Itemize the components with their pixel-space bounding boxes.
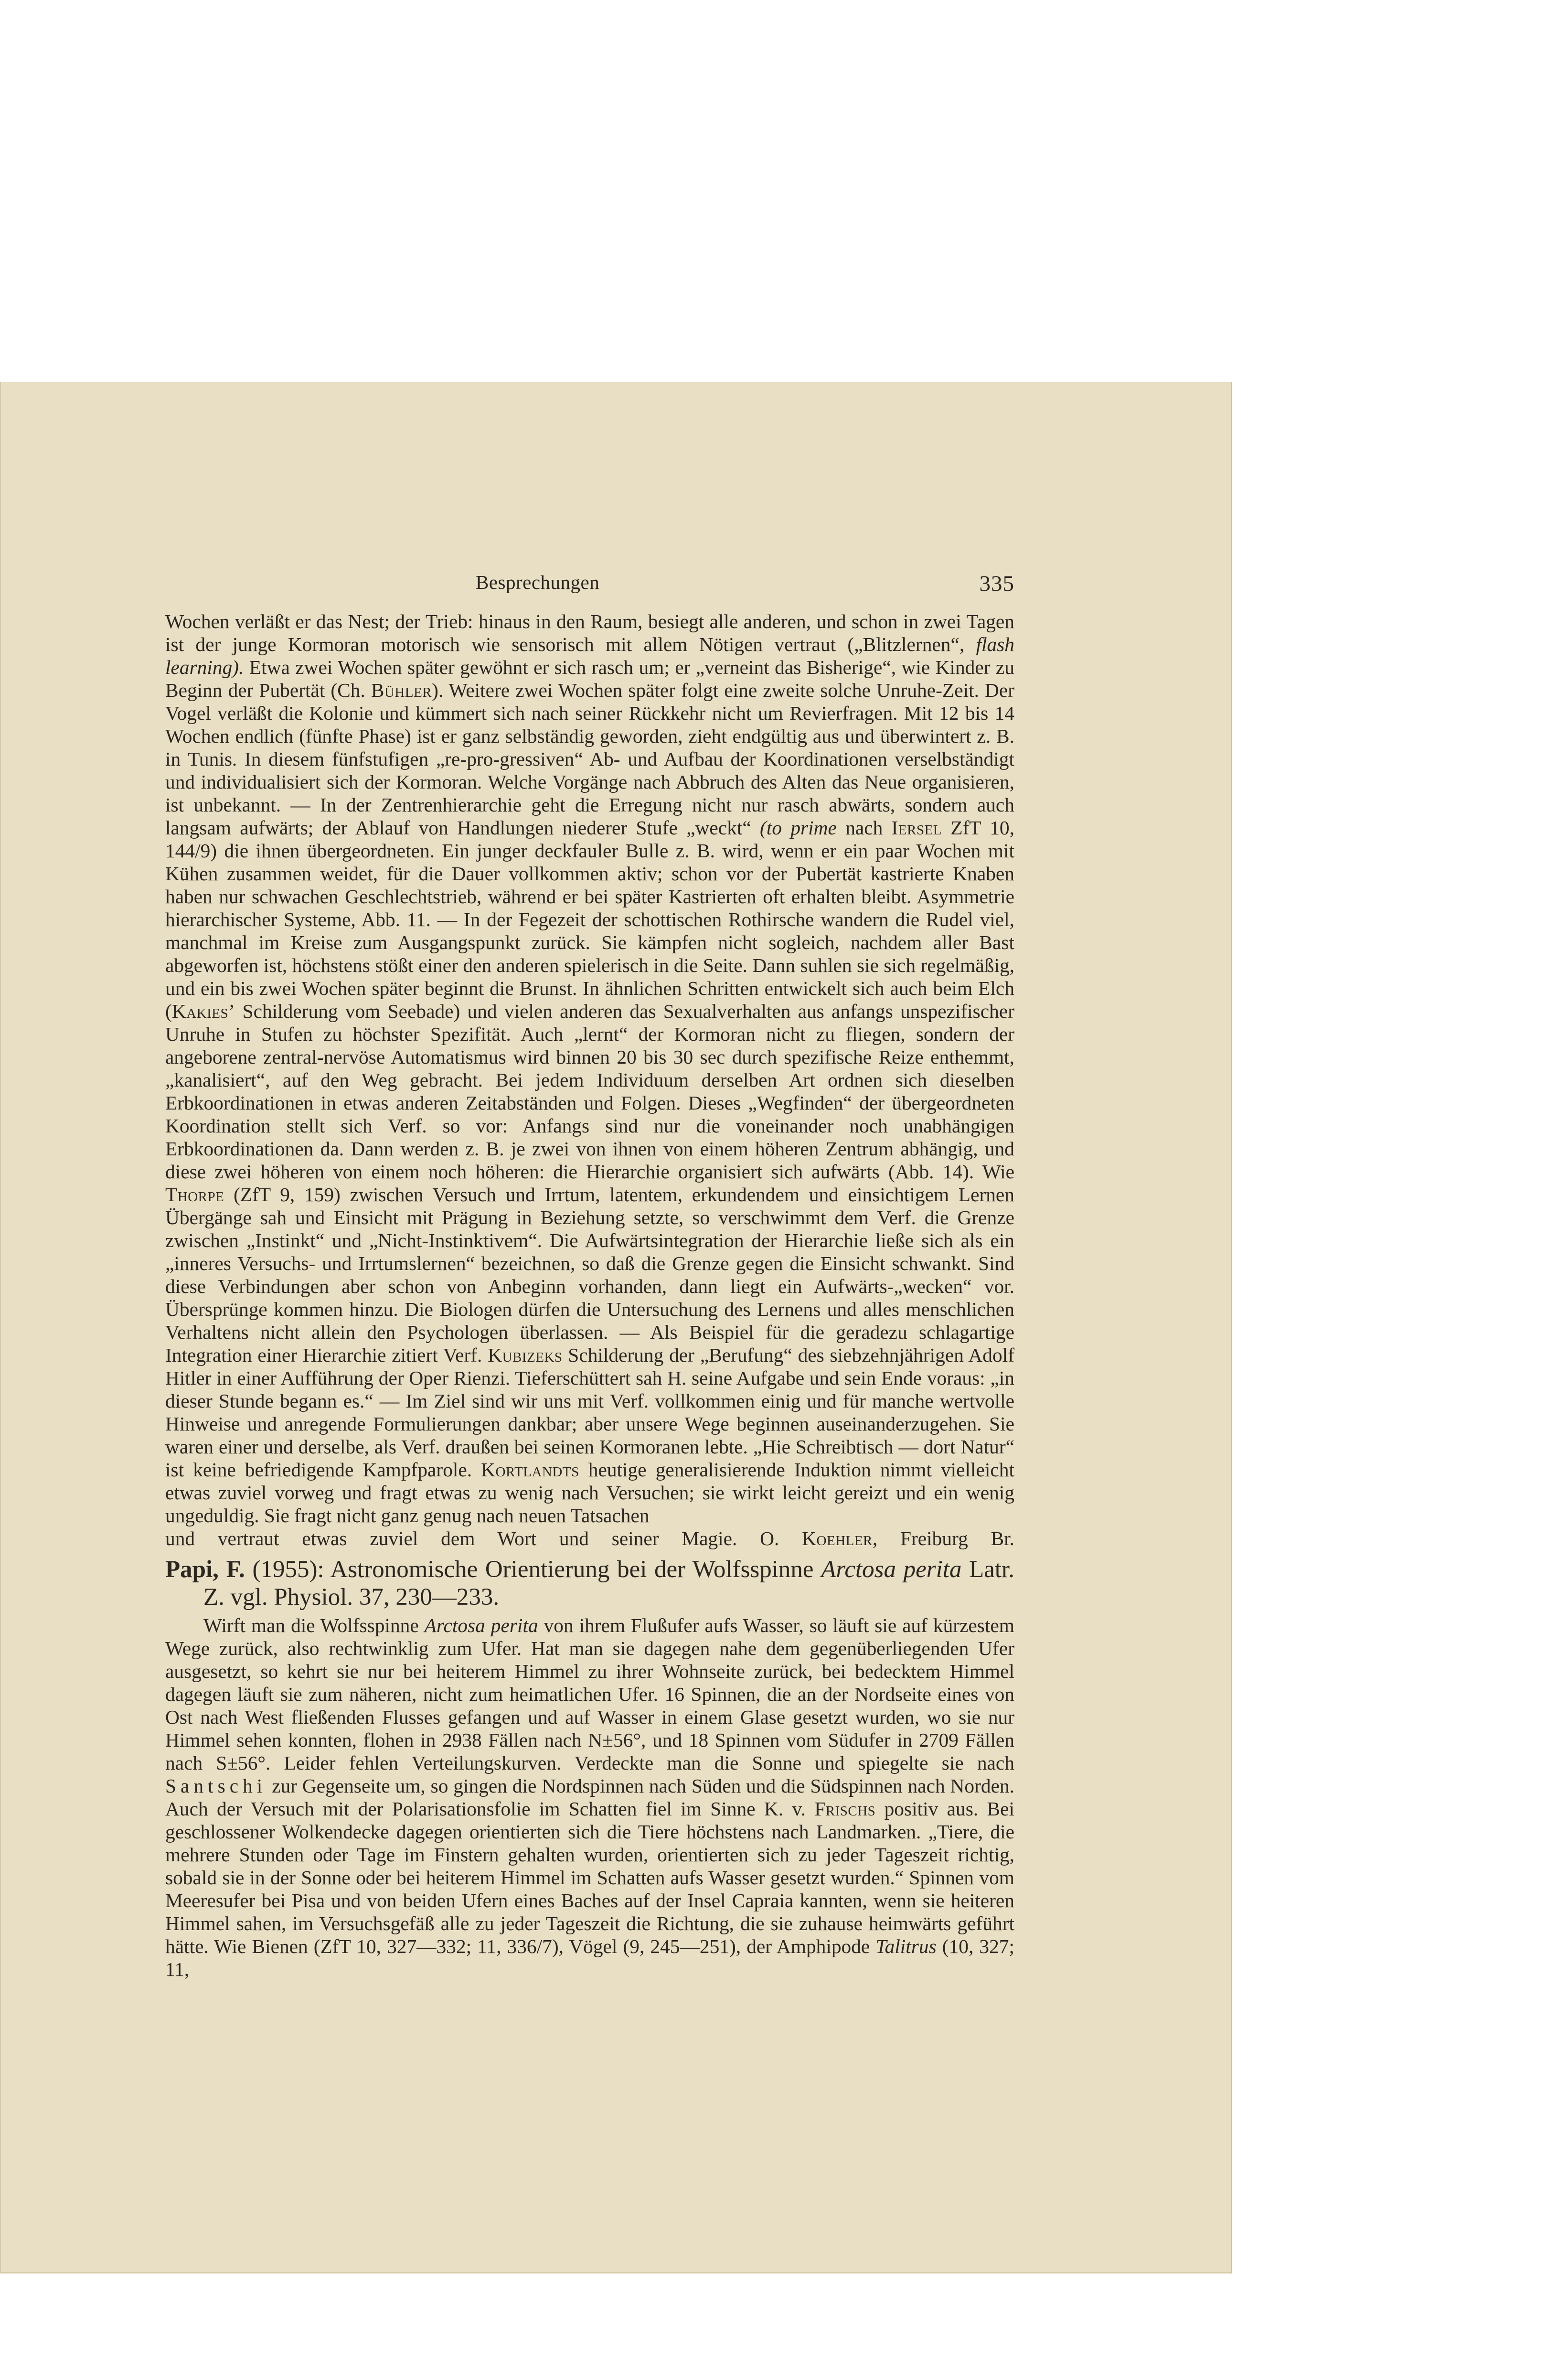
- page-number: 335: [979, 571, 1014, 596]
- page-content: [165, 571, 1014, 1981]
- cited-author: Kakies’: [171, 1000, 235, 1022]
- review-paragraph: Wochen verläßt er das Nest; der Trieb: hinaus in den Raum, besiegt alle anderen, und schon in zwei Tagen ist der junge Kormoran motorisch wie sensorisch mit allem Nötigen vertraut („Blitzlernen“, flash learning). Etwa zwei Wochen später gewöhnt er sich rasch um; er „verneint das Bisherige“, wie Kinder zu Beginn der Pubertät (Ch. Bühler). Weitere zwei Wochen später folgt eine zweite solche Unruhe-Zeit. Der Vogel verläßt die Kolonie und kümmert sich nach seiner Rückkehr nicht um Revierfragen. Mit 12 bis 14 Wochen endlich (fünfte Phase) ist er ganz selbständig geworden, zieht endgültig aus und überwintert z. B. in Tunis. In diesem fünfstufigen „re-pro-gressiven“ Ab- und Aufbau der Koordinationen verselbständigt und individualisiert sich der Kormoran. Welche Vorgänge nach Abbruch des Alten das Neue organisieren, ist unbekannt. — In der Zentrenhierarchie geht die Erregung nicht nur rasch abwärts, sondern auch langsam aufwärts; der Ablauf von Handlungen niederer Stufe „weckt“ (to prime nach Iersel ZfT 10, 144/9) die ihnen übergeordneten. Ein junger deckfauler Bulle z. B. wird, wenn er ein paar Wochen mit Kühen zusammen weidet, für die Dauer vollkommen aktiv; schon vor der Pubertät kastrierte Knaben haben nur schwachen Geschlechtstrieb, während er bei später Kastrierten oft erhalten bleibt. Asymmetrie hierarchischer Systeme, Abb. 11. — In der Fegezeit der schottischen Rothirsche wandern die Rudel viel, manchmal im Kreise zum Ausgangspunkt zurück. Sie kämpfen nicht sogleich, nachdem aller Bast abgeworfen ist, höchstens stößt einer den anderen spielerisch in die Seite. Dann suhlen sie sich regelmäßig, und ein bis zwei Wochen später beginnt die Brunst. In ähnlichen Schritten entwickelt sich auch beim Elch (Kakies’ Schilderung vom Seebade) und vielen anderen das Sexualverhalten aus anfangs unspezifischer Unruhe in Stufen zu höchster Spezifität. Auch „lernt“ der Kormoran nicht zu fliegen, sondern der angeborene zentral-nervöse Automatismus wird binnen 20 bis 30 sec durch spezifische Reize enthemmt, „kanalisiert“, auf den Weg gebracht. Bei jedem Individuum derselben Art ordnen sich dieselben Erbkoordinationen in etwas anderen Zeitabständen und Folgen. Dieses „Wegfinden“ der übergeordneten Koordination stellt sich Verf. so vor: Anfangs sind nur die voneinander noch unabhängigen Erbkoordinationen da. Dann werden z. B. je zwei von ihnen von einem höheren Zentrum abhängig, und diese zwei höheren von einem noch höheren: die Hierarchie organisiert sich aufwärts (Abb. 14). Wie Thorpe (ZfT 9, 159) zwischen Versuch und Irrtum, latentem, erkundendem und einsichtigem Lernen Übergänge sah und Einsicht mit Prägung in Beziehung setzte, so verschwimmt dem Verf. die Grenze zwischen „Instinkt“ und „Nicht-Instinktivem“. Die Aufwärtsintegration der Hierarchie ließe sich als ein „inneres Versuchs- und Irrtumslernen“ bezeichnen, so daß die Grenze gegen die Einsicht schwankt. Sind diese Verbindungen aber schon von Anbeginn vorhanden, dann liegt ein Aufwärts-„wecken“ vor. Übersprünge kommen hinzu. Die Biologen dürfen die Untersuchung des Lernens und alles menschlichen Verhaltens nicht allein den Psychologen überlassen. — Als Beispiel für die geradezu schlagartige Integration einer Hierarchie zitiert Verf. Kubizeks Schilderung der „Berufung“ des siebzehnjährigen Adolf Hitler in einer Aufführung der Oper Rienzi. Tieferschüttert sah H. seine Aufgabe und sein Ende voraus: „in dieser Stunde begann es.“ — Im Ziel sind wir uns mit Verf. vollkommen einig und für manche wertvolle Hinweise und anregende Formulierungen dankbar; aber unsere Wege beginnen auseinanderzugehen. Sie waren einer und derselbe, als Verf. draußen bei seinen Kormoranen lebte. „Hie Schreibtisch — dort Natur“ ist keine befriedigende Kampfparole. Kortlandts heutige generalisierende Induktion nimmt vielleicht etwas zuviel vorweg und fragt etwas zu wenig nach Versuchen; sie wirkt leicht gereizt und ein wenig ungeduldig. Sie fragt nicht ganz genug nach neuen Tatsachen: [165, 610, 1014, 1526]
- review-entry-heading: Papi, F. (1955): Astronomische Orientierung bei der Wolfsspinne Arctosa perita Latr. Z. vgl. Physiol. 37, 230—233.: [165, 1556, 1014, 1611]
- running-head: Besprechungen: [476, 571, 600, 593]
- cited-author: Frischs: [814, 1798, 876, 1820]
- review-last-line: und vertraut etwas zuviel dem Wort und seiner Magie. O. Koehler, Freiburg Br.: [165, 1527, 1014, 1549]
- reviewer-signature: O. Koehler, Freiburg Br.: [760, 1527, 1014, 1549]
- entry-author: Papi, F.: [165, 1556, 245, 1583]
- review-paragraph: Wirft man die Wolfsspinne Arctosa perita von ihrem Flußufer aufs Wasser, so läuft sie auf kürzestem Wege zurück, also rechtwinklig zum Ufer. Hat man sie dagegen nahe dem gegenüberliegenden Ufer ausgesetzt, so kehrt sie nur bei heiterem Himmel zu ihrer Wohnseite zurück, bei bedecktem Himmel dagegen läuft sie zum näheren, nicht zum heimatlichen Ufer. 16 Spinnen, die an der Nordseite eines von Ost nach West fließenden Flusses gefangen und auf Wasser in einem Glase gesetzt wurden, wo sie nur Himmel sehen konnten, flohen in 2938 Fällen nach N±56°, und 18 Spinnen vom Südufer in 2709 Fällen nach S±56°. Leider fehlen Verteilungskurven. Verdeckte man die Sonne und spiegelte sie nach Santschi zur Gegenseite um, so gingen die Nordspinnen nach Süden und die Südspinnen nach Norden. Auch der Versuch mit der Polarisationsfolie im Schatten fiel im Sinne K. v. Frischs positiv aus. Bei geschlossener Wolkendecke dagegen orientierten sich die Tiere höchstens nach Landmarken. „Tiere, die mehrere Stunden oder Tage im Finstern gehalten wurden, orientierten sich zu jeder Tageszeit richtig, sobald sie in der Sonne oder bei heiterem Himmel im Schatten aufs Wasser gesetzt wurden.“ Spinnen vom Meeresufer bei Pisa und von beiden Ufern eines Baches auf der Insel Capraia kannten, wenn sie heiteren Himmel sahen, im Versuchsgefäß alle zu jeder Tageszeit die Richtung, die sie zuhause heimwärts geführt hätte. Wie Bienen (ZfT 10, 327—332; 11, 336/7), Vögel (9, 245—251), der Amphipode Talitrus (10, 327; 11,: [165, 1614, 1014, 1980]
- cited-author: Kortlandts: [481, 1459, 579, 1481]
- spaced-name: Santschi: [165, 1775, 267, 1797]
- cited-author: Bühler: [371, 679, 432, 701]
- cited-author: Thorpe: [165, 1184, 224, 1206]
- cited-author: Kubizeks: [488, 1344, 563, 1366]
- review-body: [165, 1614, 1014, 1981]
- review-continuation: [165, 610, 1014, 1550]
- cited-author: Iersel: [891, 817, 942, 839]
- page-header: [165, 571, 1014, 599]
